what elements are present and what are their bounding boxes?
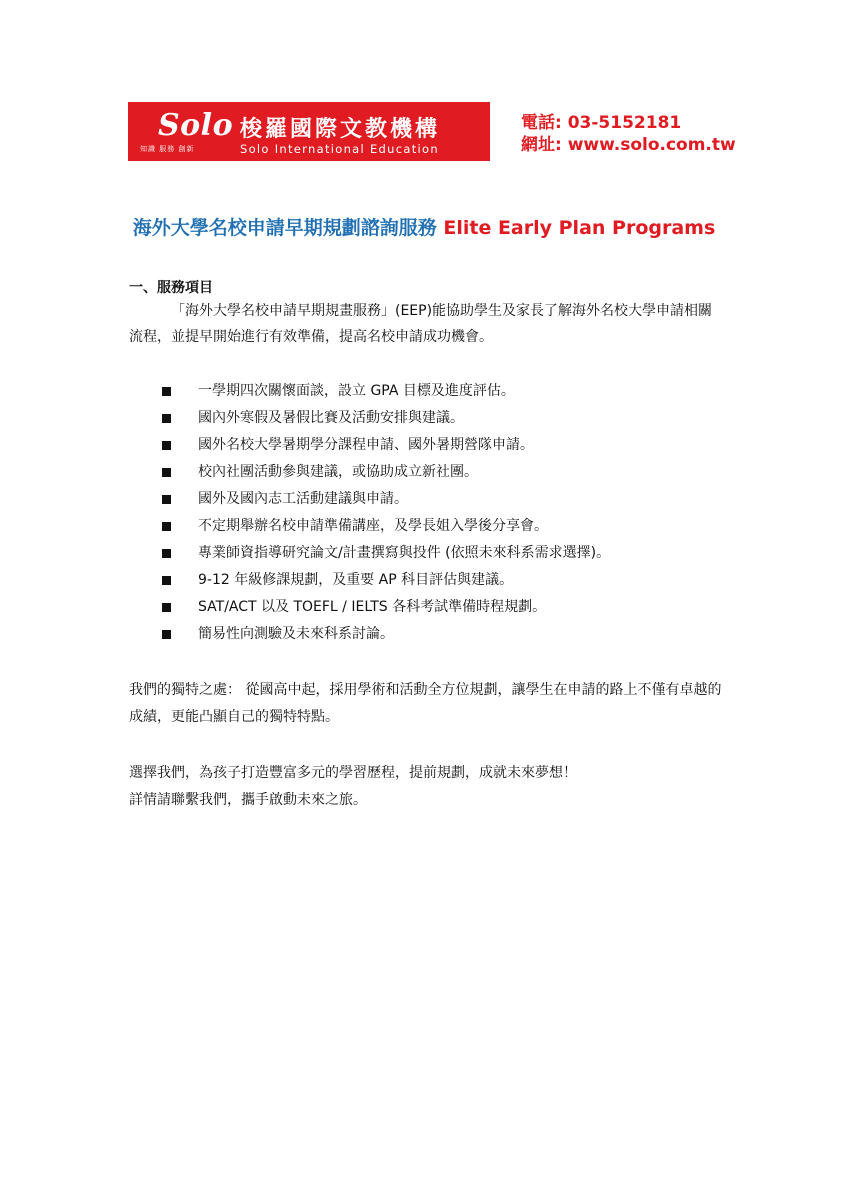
square-bullet-icon <box>162 468 171 477</box>
square-bullet-icon <box>162 576 171 585</box>
square-bullet-icon <box>162 441 171 450</box>
closing-line-1: 選擇我們，為孩子打造豐富多元的學習歷程，提前規劃，成就未來夢想！ <box>129 765 577 781</box>
contact-block <box>521 112 736 156</box>
square-bullet-icon <box>162 414 171 423</box>
logo-name-en: Solo International Education <box>240 142 439 156</box>
page-title-en: Elite Early Plan Programs <box>443 217 716 239</box>
page-title-zh: 海外大學名校申請早期規劃諮詢服務 <box>132 217 437 239</box>
contact-phone: 電話: 03-5152181 <box>521 113 682 133</box>
square-bullet-icon <box>162 522 171 531</box>
list-item: 校內社團活動參與建議，或協助成立新社團。 <box>160 459 610 486</box>
logo-name-cn: 梭羅國際文教機構 <box>240 116 441 142</box>
section-intro: 「海外大學名校申請早期規畫服務」(EEP)能協助學生及家長了解海外名校大學申請相關流程，並提早開始進行有效準備，提高名校申請成功機會。 <box>129 303 713 345</box>
square-bullet-icon <box>162 630 171 639</box>
list-item: 國外名校大學暑期學分課程申請、國外暑期營隊申請。 <box>160 432 610 459</box>
logo-brand: Solo <box>158 108 234 143</box>
list-item: 9-12 年級修課規劃，及重要 AP 科目評估與建議。 <box>160 567 610 594</box>
section-title: 一、服務項目 <box>129 280 213 296</box>
closing-paragraph <box>129 760 729 814</box>
unique-paragraph: 我們的獨特之處： 從國高中起，採用學術和活動全方位規劃，讓學生在申請的路上不僅有卓越的成績，更能凸顯自己的獨特特點。 <box>129 682 722 725</box>
service-list <box>160 378 610 648</box>
list-item: 不定期舉辦名校申請準備講座，及學長姐入學後分享會。 <box>160 513 610 540</box>
square-bullet-icon <box>162 603 171 612</box>
list-item: 國內外寒假及暑假比賽及活動安排與建議。 <box>160 405 610 432</box>
closing-line-2: 詳情請聯繫我們，攜手啟動未來之旅。 <box>129 792 367 808</box>
square-bullet-icon <box>162 387 171 396</box>
list-item: 專業師資指導研究論文/計畫撰寫與投件 (依照未來科系需求選擇)。 <box>160 540 610 567</box>
list-item: SAT/ACT 以及 TOEFL / IELTS 各科考試準備時程規劃。 <box>160 594 610 621</box>
page-title <box>0 213 848 240</box>
square-bullet-icon <box>162 549 171 558</box>
list-item: 國外及國內志工活動建議與申請。 <box>160 486 610 513</box>
square-bullet-icon <box>162 495 171 504</box>
list-item: 一學期四次關懷面談，設立 GPA 目標及進度評估。 <box>160 378 610 405</box>
logo-banner <box>128 102 490 161</box>
contact-website: 網址: www.solo.com.tw <box>521 135 736 155</box>
list-item: 簡易性向測驗及未來科系討論。 <box>160 621 610 648</box>
logo-tagline: 知識 服務 創新 <box>140 145 195 153</box>
